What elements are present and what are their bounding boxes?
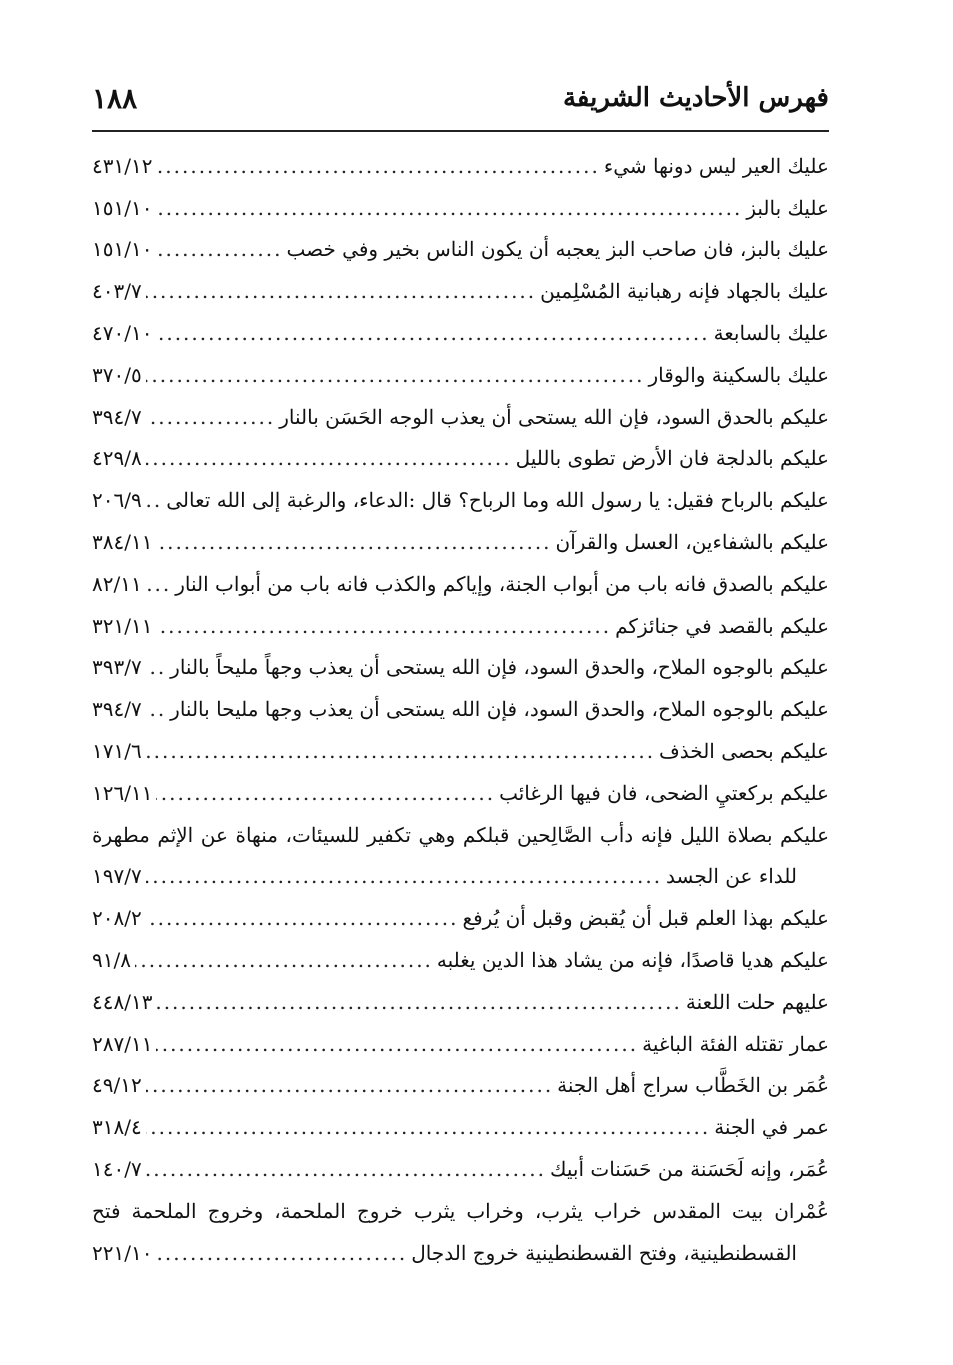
dot-leader	[156, 781, 495, 805]
index-entry	[92, 814, 829, 856]
index-entry	[92, 688, 829, 730]
entry-reference: ٢٠٦/٩	[92, 488, 142, 513]
entry-text: عليكم هديا قاصدًا، فإنه من يشاد هذا الدين يغلبه	[436, 948, 829, 973]
index-entry	[92, 730, 829, 772]
dot-leader	[146, 488, 163, 512]
entry-reference: ٤٠٣/٧	[92, 279, 142, 304]
index-entry	[92, 354, 829, 396]
entry-reference: ٤٢٩/٨	[92, 446, 142, 471]
index-entry	[92, 521, 829, 563]
index-entry	[92, 479, 829, 521]
entry-text: للداء عن الجسد	[666, 864, 797, 889]
index-entry	[92, 981, 829, 1023]
dot-leader	[146, 1157, 546, 1181]
entry-text: عليك بالجهاد فإنه رهبانية المُسْلِمين	[540, 279, 829, 304]
entry-text: عليكم بصلاة الليل فإنه دأب الصَّالِحين قبلكم وهي تكفير للسيئات، منهاة عن الإثم مطهرة	[92, 822, 829, 847]
entry-reference: ١٤٠/٧	[92, 1157, 142, 1182]
dot-leader	[146, 655, 166, 679]
index-entry	[92, 563, 829, 605]
index-entry	[92, 897, 829, 939]
entry-reference: ٣١٨/٤	[92, 1115, 142, 1140]
entry-reference: ٣٩٤/٧	[92, 697, 142, 722]
entry-text: عليك بالسكينة والوقار	[648, 362, 829, 387]
index-entry-continuation	[92, 856, 829, 898]
entry-reference: ١٥١/١٠	[92, 237, 153, 262]
dot-leader	[156, 990, 681, 1014]
index-entry	[92, 145, 829, 187]
entry-text: عمار تقتله الفئة الباغية	[642, 1031, 829, 1056]
entry-text: عليكم بالوجوه الملاح، والحدق السود، فإن الله يستحى أن يعذب وجهاً مليحاً بالنار	[170, 655, 829, 680]
index-entry	[92, 939, 829, 981]
dot-leader	[146, 572, 172, 596]
entry-text: عليك العير ليس دونها شيء	[603, 153, 829, 178]
index-entry	[92, 270, 829, 312]
entry-text: عمر في الجنة	[714, 1115, 829, 1140]
entry-reference: ١٧١/٦	[92, 739, 142, 764]
index-entry	[92, 1190, 829, 1232]
entry-text: عُمَر، وإنه لَحَسَنة من حَسَنات أبيك	[550, 1157, 829, 1182]
entry-text: عليهم حلت اللعنة	[685, 989, 829, 1014]
entry-reference: ١٩٧/٧	[92, 864, 142, 889]
entry-reference: ٤٩/١٢	[92, 1073, 142, 1098]
entry-reference: ٣٩٣/٧	[92, 655, 142, 680]
entry-text: عليكم بالوجوه الملاح، والحدق السود، فإن الله يستحى أن يعذب وجها مليحا بالنار	[170, 697, 829, 722]
index-entry	[92, 1065, 829, 1107]
index-entry-continuation	[92, 1232, 829, 1274]
index-entry	[92, 396, 829, 438]
index-entry	[92, 187, 829, 229]
entry-reference: ٣٧٠/٥	[92, 362, 142, 387]
entry-text: عليك بالبز	[746, 195, 829, 220]
header-rule	[92, 130, 829, 132]
entry-text: عليكم بالقصد في جنائزكم	[615, 613, 829, 638]
entry-text: عليكم بالرباح فقيل: يا رسول الله وما الرباح؟ قال :الدعاء، والرغبة إلى الله تعالى	[166, 488, 829, 513]
entry-text: عليك بالسابعة	[713, 321, 829, 346]
page-header	[92, 72, 829, 124]
dot-leader	[156, 154, 599, 178]
dot-leader	[146, 864, 662, 888]
entry-reference: ٤٧٠/١٠	[92, 321, 153, 346]
index-entry	[92, 438, 829, 480]
dot-leader	[146, 446, 512, 470]
dot-leader	[146, 279, 536, 303]
index-entry	[92, 1023, 829, 1065]
entry-text: عُمْران بيت المقدس خراب يثرب، وخراب يثرب خروج الملحمة، وخروج الملحمة فتح	[92, 1198, 829, 1223]
index-entry	[92, 1106, 829, 1148]
entry-text: عليكم بهذا العلم قبل أن يُقبض وقبل أن يُرفع	[462, 906, 829, 931]
entry-reference: ٣٩٤/٧	[92, 404, 142, 429]
entry-reference: ٢٠٨/٢	[92, 906, 142, 931]
entry-reference: ٤٣١/١٢	[92, 153, 153, 178]
dot-leader	[146, 363, 645, 387]
dot-leader	[156, 530, 551, 554]
index-entry	[92, 605, 829, 647]
page-title: فهرس الأحاديث الشريفة	[562, 83, 829, 113]
dot-leader	[146, 906, 459, 930]
dot-leader	[146, 1073, 553, 1097]
entry-reference: ٤٤٨/١٣	[92, 989, 153, 1014]
dot-leader	[156, 321, 709, 345]
entry-reference: ٢٨٧/١١	[92, 1031, 153, 1056]
entry-text: عُمَر بن الخَطَّاب سراج أهل الجنة	[557, 1073, 829, 1098]
entry-reference: ٩١/٨	[92, 948, 131, 973]
entry-text: عليكم بحصى الخذف	[659, 739, 829, 764]
hadith-index-list	[92, 145, 829, 1274]
index-entry	[92, 647, 829, 689]
dot-leader	[146, 405, 276, 429]
entry-reference: ١٥١/١٠	[92, 195, 153, 220]
dot-leader	[156, 237, 282, 261]
entry-text: عليكم بالشفاءين، العسل والقرآن	[555, 530, 829, 555]
dot-leader	[146, 1115, 710, 1139]
index-entry	[92, 229, 829, 271]
index-entry	[92, 1148, 829, 1190]
entry-text: عليكم بركعتيِ الضحى، فان فيها الرغائب	[499, 780, 829, 805]
dot-leader	[156, 1032, 638, 1056]
index-entry	[92, 312, 829, 354]
dot-leader	[146, 697, 166, 721]
entry-text: عليكم بالحدق السود، فإن الله يستحى أن يعذب الوجه الحَسَن بالنار	[279, 404, 829, 429]
page-number: ١٨٨	[92, 81, 138, 115]
dot-leader	[156, 196, 742, 220]
entry-reference: ٣٨٤/١١	[92, 530, 153, 555]
dot-leader	[146, 739, 655, 763]
entry-text: عليكم بالصدق فانه باب من أبواب الجنة، وإياكم والكذب فانه باب من أبواب النار	[175, 571, 829, 596]
entry-text: عليكم بالدلجة فان الأرض تطوى بالليل	[515, 446, 829, 471]
index-entry	[92, 772, 829, 814]
entry-text: القسطنطينية، وفتح القسطنطينية خروج الدجال	[411, 1240, 797, 1265]
entry-reference: ٣٢١/١١	[92, 613, 153, 638]
entry-reference: ٢٢١/١٠	[92, 1240, 153, 1265]
entry-reference: ١٢٦/١١	[92, 780, 153, 805]
dot-leader	[156, 614, 611, 638]
entry-text: عليك بالبز، فان صاحب البز يعجبه أن يكون الناس بخير وفي خصب	[286, 237, 829, 262]
entry-reference: ٨٢/١١	[92, 571, 142, 596]
dot-leader	[135, 948, 433, 972]
dot-leader	[156, 1241, 407, 1265]
